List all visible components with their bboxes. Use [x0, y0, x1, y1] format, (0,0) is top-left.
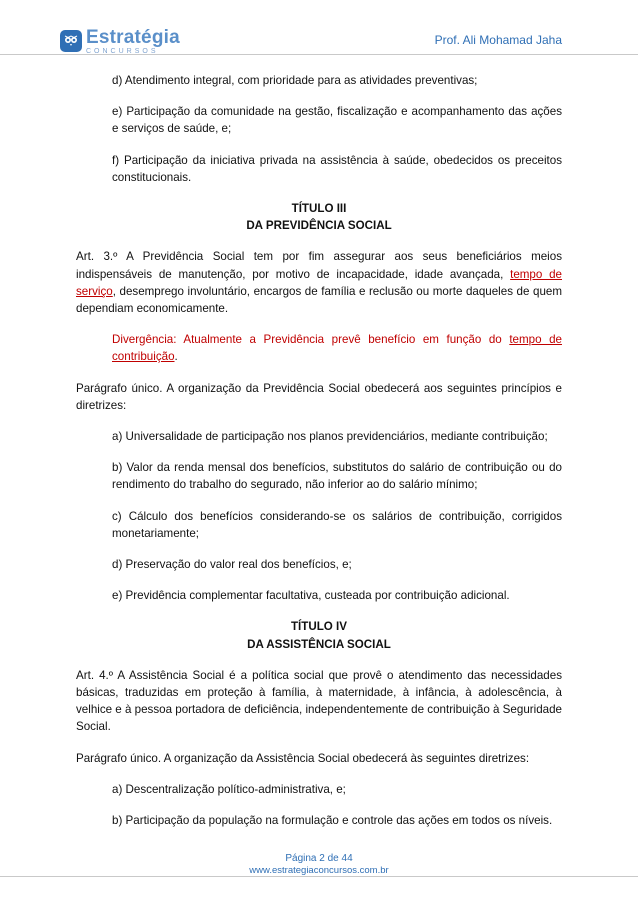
- author-name: Prof. Ali Mohamad Jaha: [434, 33, 562, 47]
- document-body: [76, 72, 562, 843]
- assistencia-item-b: b) Participação da população na formulação e controle das ações em todos os níveis.: [112, 814, 553, 828]
- previdencia-item-a: a) Universalidade de participação nos planos previdenciários, mediante contribuição;: [112, 430, 548, 444]
- titulo-iv-heading: [76, 618, 562, 652]
- item-f-iniciativa-privada: f) Participação da iniciativa privada na assistência à saúde, obedecidos os preceitos constitucionais.: [112, 153, 562, 184]
- tempo-de-servico-link[interactable]: tempo de serviço: [76, 267, 562, 298]
- titulo-iii-name: DA PREVIDÊNCIA SOCIAL: [246, 219, 392, 233]
- item-d-integral: d) Atendimento integral, com prioridade para as atividades preventivas;: [112, 74, 478, 87]
- previdencia-item-d: d) Preservação do valor real dos benefícios, e;: [112, 558, 352, 572]
- divergencia-period: .: [174, 350, 178, 364]
- titulo-iii-number: TÍTULO III: [291, 202, 347, 216]
- logo-title: Estratégia: [86, 26, 180, 48]
- previdencia-item-b: b) Valor da renda mensal dos benefícios, substitutos do salário de contribuição ou do rendimento do trabalho do segurado, não inferior ao do salário mínimo;: [112, 461, 562, 492]
- estrategia-logo[interactable]: [60, 26, 180, 56]
- footer-divider: [0, 876, 638, 877]
- titulo-iii-heading: [76, 200, 562, 234]
- divergencia-note: [76, 331, 562, 365]
- tempo-de-contribuicao-link[interactable]: tempo de contribuição: [112, 333, 562, 364]
- titulo-iv-name: DA ASSISTÊNCIA SOCIAL: [247, 637, 391, 651]
- previdencia-item-e: e) Previdência complementar facultativa, custeada por contribuição adicional.: [112, 589, 510, 603]
- paragrafo-unico-assistencia: Parágrafo único. A organização da Assistência Social obedecerá às seguintes diretrizes:: [76, 751, 530, 765]
- assistencia-item-a: a) Descentralização político-administrativa, e;: [112, 782, 346, 796]
- divergencia-text: Divergência: Atualmente a Previdência prevê benefício em função do: [112, 333, 510, 347]
- header-divider: [0, 54, 638, 55]
- art-3-text-start: Art. 3.º A Previdência Social tem por fim assegurar aos seus beneficiários meios indispensáveis de manutenção, por motivo de incapacidade, idade avançada,: [76, 250, 562, 281]
- paragrafo-unico-previdencia: Parágrafo único. A organização da Previdência Social obedecerá aos seguintes princípios e diretrizes:: [76, 381, 562, 412]
- owl-icon: [60, 30, 82, 52]
- logo-subtitle: CONCURSOS: [86, 47, 159, 55]
- previdencia-item-c: c) Cálculo dos benefícios considerando-se os salários de contribuição, corrigidos monetariamente;: [112, 509, 562, 540]
- titulo-iv-number: TÍTULO IV: [290, 620, 348, 634]
- page-number: Página 2 de 44: [285, 853, 353, 864]
- page-footer: [0, 852, 638, 877]
- art-4-paragraph: Art. 4.º A Assistência Social é a política social que provê o atendimento das necessidades básicas, traduzidas em proteção à família, à maternidade, à infância, à adolescência, à velhice e à pessoa portadora de deficiência, independentemente de contribuição à Seguridade Social.: [76, 668, 562, 734]
- website-link[interactable]: www.estrategiaconcursos.com.br: [249, 865, 389, 876]
- art-3-text-end: , desemprego involuntário, encargos de família e reclusão ou morte daqueles de quem dependiam economicamente.: [76, 284, 562, 316]
- page-header: [0, 0, 638, 62]
- art-3-paragraph: [76, 248, 562, 317]
- item-e-participacao: e) Participação da comunidade na gestão, fiscalização e acompanhamento das ações e serviços de saúde, e;: [112, 105, 562, 136]
